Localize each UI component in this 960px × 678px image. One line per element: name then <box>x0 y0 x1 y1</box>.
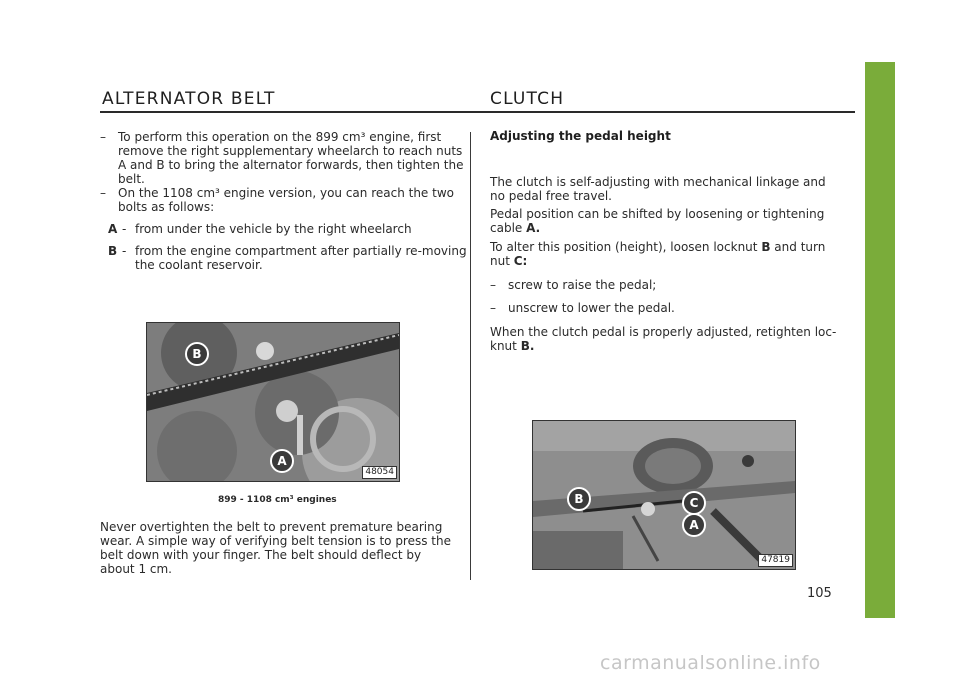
right-paragraph-4: When the clutch pedal is properly adjusted, retighten loc-knut B. <box>490 325 837 353</box>
callout-a: A <box>682 513 706 537</box>
clutch-pedal-photo <box>532 420 796 570</box>
callout-a: A <box>270 449 294 473</box>
heading-alternator-belt: ALTERNATOR BELT <box>102 89 276 109</box>
page-number: 105 <box>807 586 832 601</box>
callout-b: B <box>567 487 591 511</box>
watermark-footer: carmanualsonline.info <box>600 652 821 674</box>
heading-rule <box>100 111 855 113</box>
left-paragraph-1: – To perform this operation on the 899 cm³ engine, first remove the right supplementary wheelarch to reach nuts A and B to bring the alternator forwards, then tighten the belt. <box>100 130 464 186</box>
green-page-tab <box>865 62 895 618</box>
figure-caption: 899 - 1108 cm³ engines <box>218 495 337 505</box>
bullet-screw: – screw to raise the pedal; <box>490 278 657 292</box>
callout-b: B <box>185 342 209 366</box>
list-item-a: A - from under the vehicle by the right wheelarch <box>108 222 412 236</box>
figure-code: 48054 <box>362 466 397 479</box>
right-paragraph-2: Pedal position can be shifted by loosening or tightening cable A. <box>490 207 825 235</box>
right-paragraph-3: To alter this position (height), loosen locknut B and turn nut C: <box>490 240 826 268</box>
left-paragraph-2: – On the 1108 cm³ engine version, you can reach the two bolts as follows: <box>100 186 454 214</box>
heading-clutch: CLUTCH <box>490 89 565 109</box>
left-paragraph-3: Never overtighten the belt to prevent premature bearing wear. A simple way of verifying belt tension is to press the belt down with your finger. The belt should deflect by about 1 cm. <box>100 520 451 576</box>
bullet-unscrew: – unscrew to lower the pedal. <box>490 301 675 315</box>
callout-c: C <box>682 491 706 515</box>
alternator-belt-photo <box>146 322 400 482</box>
subheading-pedal-height: Adjusting the pedal height <box>490 129 671 143</box>
list-item-b: B - from the engine compartment after partially re-moving the coolant reservoir. <box>108 244 467 272</box>
column-divider <box>470 132 471 580</box>
figure-code: 47819 <box>758 554 793 567</box>
right-paragraph-1: The clutch is self-adjusting with mechanical linkage and no pedal free travel. <box>490 175 826 203</box>
